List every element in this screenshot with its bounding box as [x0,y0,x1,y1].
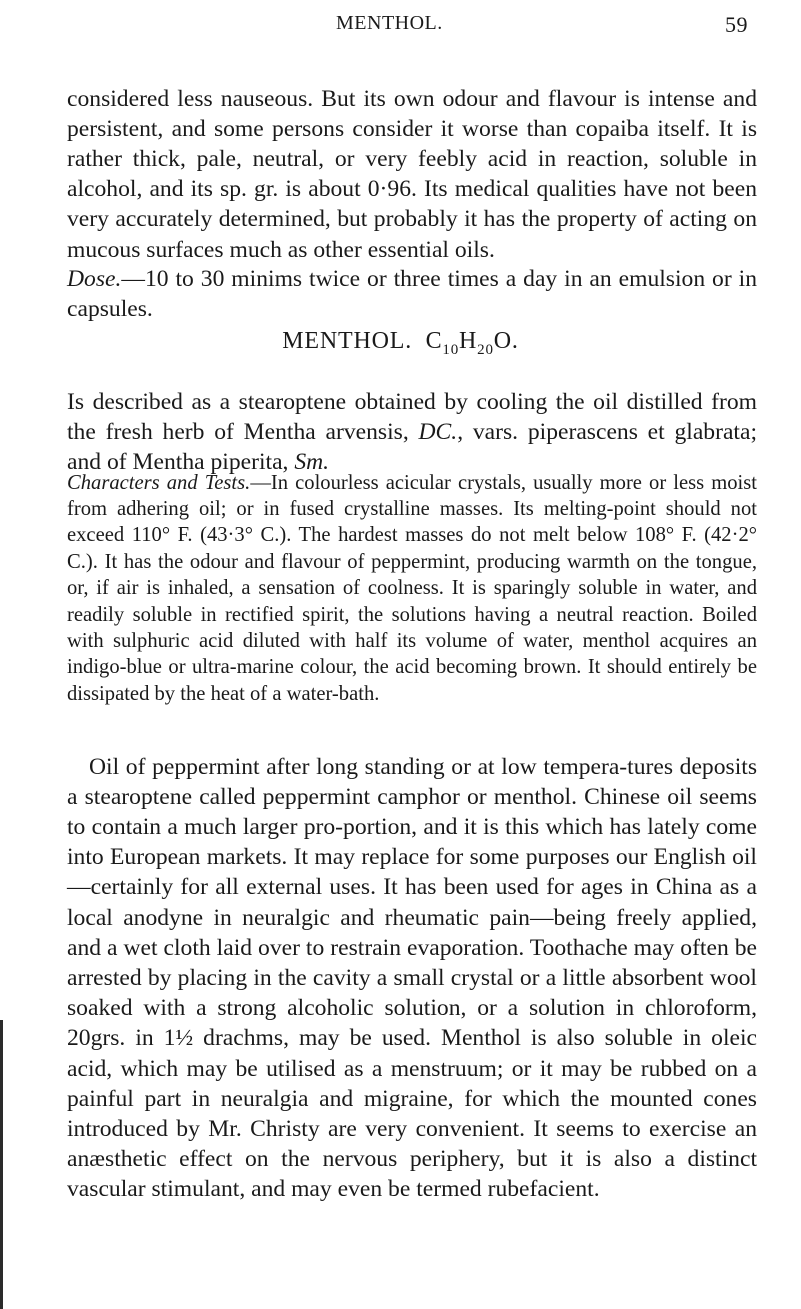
intro-paragraph: considered less nauseous. But its own odour and flavour is intense and persistent, and some persons consider it worse than copaiba itself. It is rather thick, pale, neutral, or very feebly acid in reaction, soluble in alcohol, and its sp. gr. is about 0·96. Its medical qualities have not been very accurately determined, but probably it has the property of acting on mucous surfaces much as other essential oils. [67,85,757,263]
running-title: MENTHOL. [336,12,443,34]
dose-paragraph [67,264,757,324]
page-edge-shadow [0,1020,3,1309]
page-number: 59 [725,12,748,37]
description-paragraph: Is described as a stearoptene obtained by cooling the oil distilled from the fresh herb of Mentha arvensis, DC., vars. piperascens et glabrata; and of Mentha piperita, Sm. [67,388,757,475]
section-title: MENTHOL. [282,328,412,354]
characters-text: —In colourless acicular crystals, usually more or less moist from adhering oil; or in fused crystalline masses. Its melting-point should not exceed 110° F. (43·3° C.). The hardest masses do not melt below 108° F. (42·2° C.). It has the odour and flavour of peppermint, producing warmth on the tongue, or, if air is inhaled, a sensation of coolness. It is sparingly soluble in water, and readily soluble in rectified spirit, the solutions having a neutral reaction. Boiled with sulphuric acid diluted with half its volume of water, menthol acquires an indigo-blue or ultra-marine colour, the acid becoming brown. It should entirely be dissipated by the heat of a water-bath. [67,471,757,705]
characters-paragraph [67,470,757,708]
dose-text: —10 to 30 minims twice or three times a day in an emulsion or in capsules. [67,265,757,322]
author-dc: DC. [418,418,458,445]
characters-label: Characters and Tests. [67,471,251,494]
section-heading [0,328,801,359]
page-header [60,12,748,42]
chemical-formula: $C_{10}H_{20}O$. [425,328,519,358]
uses-paragraph: Oil of peppermint after long standing or at low tempera-tures deposits a stearoptene called peppermint camphor or menthol. Chinese oil seems to contain a much larger pro-portion, and it is this which has lately come into European markets. It may replace for some purposes our English oil—certainly for all external uses. It has been used for ages in China as a local anodyne in neuralgic and rheumatic pain—being freely applied, and a wet cloth laid over to restrain evaporation. Toothache may often be arrested by placing in the cavity a small crystal or a little absorbent wool soaked with a strong alcoholic solution, or a solution in chloroform, 20grs. in 1½ drachms, may be used. Menthol is also soluble in oleic acid, which may be utilised as a menstruum; or it may be rubbed on a painful part in neuralgia and migraine, for which the mounted cones introduced by Mr. Christy are very convenient. It seems to exercise an anæsthetic effect on the nervous periphery, but it is also a distinct vascular stimulant, and may even be termed rubefacient. [67,753,757,1203]
author-sm: Sm. [294,449,330,475]
dose-label: Dose. [67,265,122,292]
